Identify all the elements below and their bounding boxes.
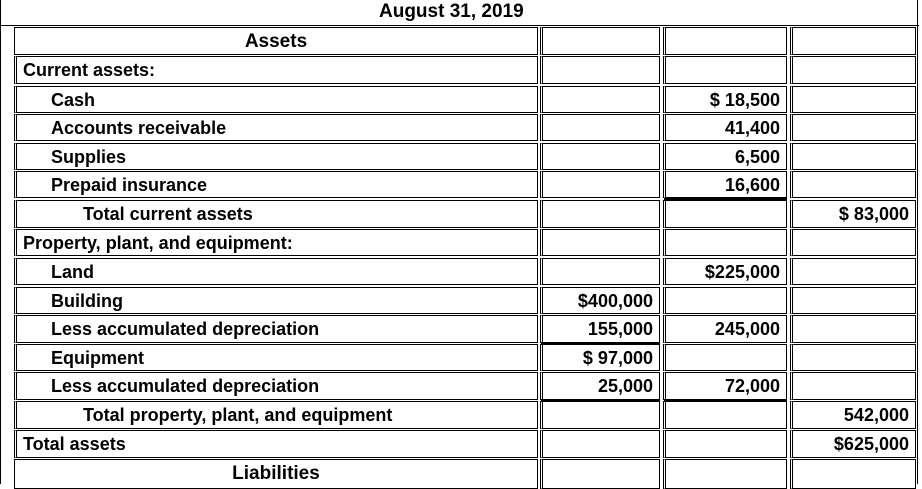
amount-cell-c2: $225,000 — [663, 258, 787, 285]
total-rule — [664, 198, 787, 201]
amount-cell-c3 — [790, 171, 916, 198]
row-label: Cash — [14, 86, 538, 113]
amount-cell-c2: 6,500 — [663, 143, 787, 170]
total-rule — [541, 342, 660, 345]
amount-cell-c3 — [790, 258, 916, 285]
amount-cell-c3 — [790, 315, 916, 343]
amount-cell-c3 — [790, 229, 916, 256]
amount-cell-c1 — [540, 114, 660, 141]
statement-date-row — [1, 0, 919, 26]
total-rule — [541, 399, 660, 402]
amount-cell-c1: 25,000 — [540, 372, 660, 400]
amount-cell-c1: $400,000 — [540, 287, 660, 314]
amount-cell-c1 — [540, 401, 660, 429]
amount-cell-c1 — [540, 143, 660, 170]
amount-cell-c2 — [663, 229, 787, 256]
row-label: Land — [14, 258, 538, 285]
amount-cell-c3 — [790, 287, 916, 314]
amount-cell-c2 — [663, 344, 787, 371]
amount-cell-c2: 245,000 — [663, 315, 787, 343]
row-label: Prepaid insurance — [14, 171, 538, 198]
amount-cell-c1 — [540, 430, 660, 458]
amount-cell-c2 — [663, 401, 787, 429]
amount-cell-c3 — [790, 372, 916, 400]
amount-cell-c1 — [540, 56, 660, 84]
amount-cell-c3 — [790, 86, 916, 113]
liabilities-blank-cell — [790, 459, 916, 489]
amount-cell-c1 — [540, 258, 660, 285]
amount-cell-c3 — [790, 56, 916, 84]
header-blank-cell — [663, 27, 787, 55]
assets-heading: Assets — [14, 27, 538, 55]
amount-cell-c2: 41,400 — [663, 114, 787, 141]
row-label: Supplies — [14, 143, 538, 170]
amount-cell-c3: $ 83,000 — [790, 200, 916, 228]
amount-cell-c1 — [540, 86, 660, 113]
amount-cell-c1 — [540, 171, 660, 198]
amount-cell-c1: $ 97,000 — [540, 344, 660, 371]
row-label: Total current assets — [14, 200, 538, 228]
statement-date: August 31, 2019 — [379, 1, 524, 22]
liabilities-heading: Liabilities — [14, 459, 538, 489]
liabilities-blank-cell — [540, 459, 660, 489]
amount-cell-c3 — [790, 344, 916, 371]
amount-cell-c1 — [540, 200, 660, 228]
row-label: Accounts receivable — [14, 114, 538, 141]
amount-cell-c3 — [790, 114, 916, 141]
amount-cell-c2: $ 18,500 — [663, 86, 787, 113]
amount-cell-c3 — [790, 143, 916, 170]
amount-cell-c2 — [663, 200, 787, 228]
amount-cell-c1 — [540, 229, 660, 256]
liabilities-blank-cell — [663, 459, 787, 489]
row-label: Current assets: — [14, 56, 538, 84]
amount-cell-c3: $625,000 — [790, 430, 916, 458]
row-label: Property, plant, and equipment: — [14, 229, 538, 256]
row-label: Total property, plant, and equipment — [14, 401, 538, 429]
amount-cell-c2 — [663, 430, 787, 458]
row-label: Total assets — [14, 430, 538, 458]
header-blank-cell — [790, 27, 916, 55]
total-rule — [664, 399, 787, 402]
divider — [1, 25, 919, 26]
row-label: Equipment — [14, 344, 538, 371]
row-label: Building — [14, 287, 538, 314]
row-label: Less accumulated depreciation — [14, 315, 538, 343]
header-blank-cell — [540, 27, 660, 55]
row-label: Less accumulated depreciation — [14, 372, 538, 400]
amount-cell-c3: 542,000 — [790, 401, 916, 429]
amount-cell-c2 — [663, 56, 787, 84]
amount-cell-c2 — [663, 287, 787, 314]
amount-cell-c2: 16,600 — [663, 171, 787, 198]
amount-cell-c1: 155,000 — [540, 315, 660, 343]
amount-cell-c2: 72,000 — [663, 372, 787, 400]
